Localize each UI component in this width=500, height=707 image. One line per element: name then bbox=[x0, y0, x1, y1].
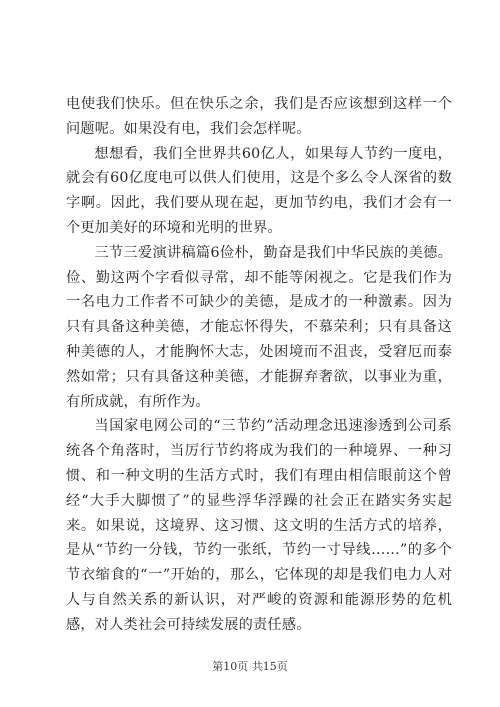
paragraph-3: 三节三爱演讲稿篇6俭朴，勤奋是我们中华民族的美德。俭、勤这两个字看似寻常，却不能等闲视之。它是我们作为一名电力工作者不可缺少的美德，是成才的一种激素。因为只有具备这种美德，才能忘怀得失，不慕荣利；只有具备这种美德的人，才能胸怀大志，处困境而不沮丧，受窘厄而泰然如常；只有具备这种美德，才能摒弃奢欲，以事业为重，有所成就，有所作为。 bbox=[66, 244, 452, 410]
paragraph-1: 电使我们快乐。但在快乐之余，我们是否应该想到这样一个问题呢。如果没有电，我们会怎样呢。 bbox=[66, 96, 452, 137]
document-body bbox=[66, 92, 452, 638]
paragraph-2: 想想看，我们全世界共60亿人，如果每人节约一度电，就会有60亿度电可以供人们使用，这是个多么令人深省的数字啊。因此，我们要从现在起，更加节约电，我们才会有一个更加美好的环境和光明的世界。 bbox=[66, 145, 452, 236]
page-number-footer: 第10页 共15页 bbox=[212, 660, 288, 673]
paragraph-4: 当国家电网公司的“三节约”活动理念迅速渗透到公司系统各个角落时，当厉行节约将成为我们的一种境界、一种习惯、和一种文明的生活方式时，我们有理由相信眼前这个曾经“大手大脚惯了”的显些浮华浮躁的社会正在踏实务实起来。如果说，这境界、这习惯、这文明的生活方式的培养，是从“节约一分钱，节约一张纸，节约一寸导线……”的多个节衣缩食的“一”开始的，那么，它体现的却是我们电力人对人与自然关系的新认识，对严峻的资源和能源形势的危机感，对人类社会可持续发展的责任感。 bbox=[66, 418, 452, 633]
